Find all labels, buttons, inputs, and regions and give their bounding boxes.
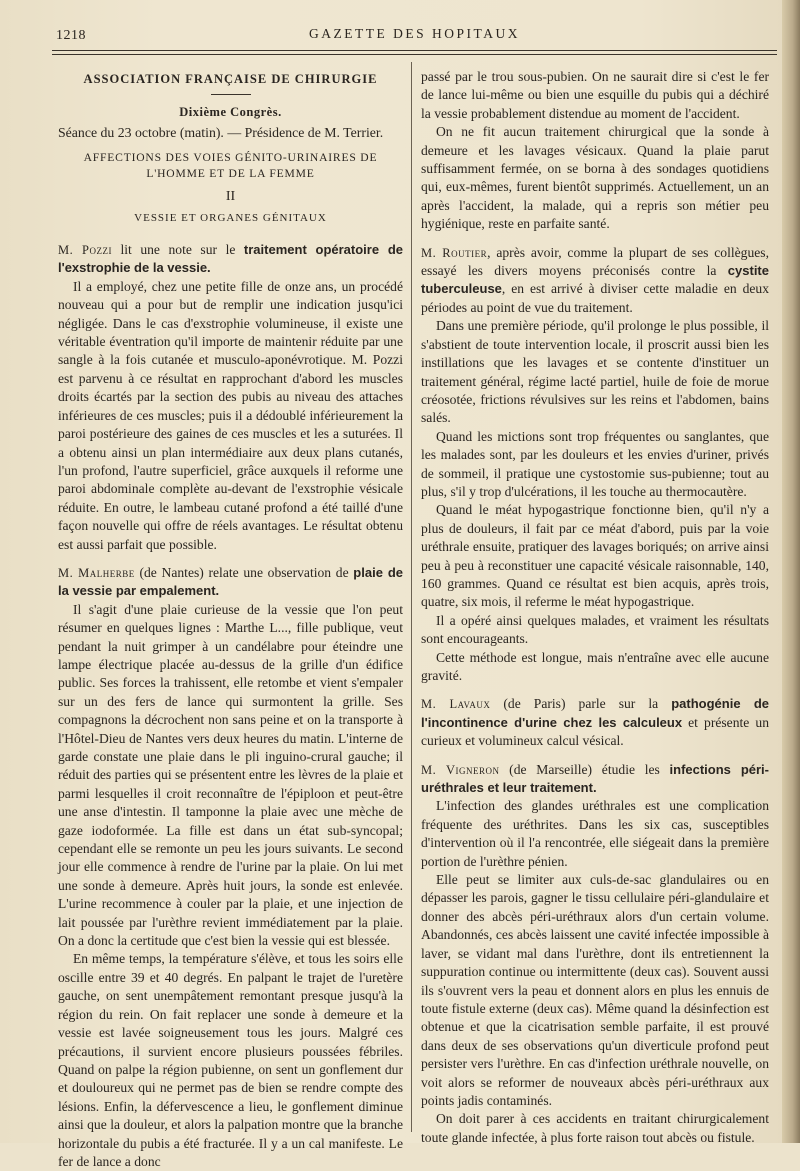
paragraph: Il a employé, chez une petite fille de onze ans, un procédé nouveau qui a pour but de remplir une indication jusqu'ici négligée. Dans le cas d'exstrophie volumineuse, il existe une véritable éventration qu'il importe de maintenir réduite par une sangle à la fois cutanée et musculo-aponévrotique. M. Pozzi est parvenu à ce résultat en rapprochant d'abord les muscles droits écartés par la section des pubis au niveau des attaches inférieures de ces muscles; puis il a dédoublé inférieurement la paroi postérieure des gaines de ces muscles et les a suturées. Il a obtenu ainsi un plan intermédiaire aux deux plans cutanés, l'un profond, l'autre superficiel, grâce auxquels il reforme une paroi abdominale complète au-devant de l'exstrophie vésicale réduite. En outre, le lambeau cutané profond a été taillé d'une façon nouvelle qui offre de réels avantages. Le résultat obtenu est aussi parfait que possible. — [58, 278, 403, 552]
routier-intro — [421, 244, 769, 318]
intro-text: (de Nantes) relate une observation de — [134, 564, 354, 580]
topic-heading: AFFECTIONS DES VOIES GÉNITO-URINAIRES DE L'HOMME ET DE LA FEMME — [83, 151, 378, 181]
communication-title: plaie de la vessie par empalement. — [58, 564, 403, 599]
paragraph: Dans une première période, qu'il prolonge le plus possible, il s'abstient de toute intervention locale, il proscrit aussi bien les instillations que les lavages et se contente d'instituer un traitement général, régime lacté partiel, huile de foie de morue créosotée, frictions révulsives sur les reins et l'abdomen, bains salés. — [421, 318, 769, 426]
vigneron-intro — [421, 761, 769, 798]
lavaux-intro — [421, 695, 769, 750]
header-rule-top — [52, 50, 777, 51]
paragraph: L'infection des glandes uréthrales est une complication fréquente des uréthrites. Dans les six cas, susceptibles d'intervention où il l'a rencontrée, elle siégeait dans la première portion de l'urèthre pénien. — [421, 798, 769, 869]
title-rule — [211, 94, 251, 95]
running-title: GAZETTE DES HOPITAUX — [309, 26, 520, 41]
intro-text: (de Paris) parle sur la — [490, 696, 672, 712]
paragraph: Quand le méat hypogastrique fonctionne bien, qu'il n'y a plus de douleurs, il fait par ce méat d'abord, puis par la voie uréthrale ensuite, pratiquer des lavages boriqués; on arrive ainsi peu à peu à reconstituer une capacité vésicale raisonnable, 140, 160 grammes. Quand ce résultat est bien acquis, après trois, quatre, six mois, il referme le méat hypogastrique. — [421, 502, 769, 610]
header-rule-bottom — [52, 54, 777, 55]
paragraph: En même temps, la température s'élève, et tous les soirs elle oscille entre 39 et 40 degrés. En palpant le trajet de l'uretère gauche, on sent unempâtement remontant presque jusqu'à la région du rein. On fait replacer une sonde à demeure et la vessie est lavée soigneusement tous les jours. Malgré ces précautions, il survient encore plusieurs poussées fébriles. Quand on palpe la région pubienne, on sent un gonflement dur et douloureux qui ne permet pas de bien se rendre compte des lésions. Enfin, la défervescence a lieu, le gonflement diminue ainsi que la douleur, et alors la palpation montre que la branche horizontale du pubis a été fracturée. Il y a un cal manifeste. Le fer de lance a donc — [58, 951, 403, 1169]
session-line: Séance du 23 octobre (matin). — Présidence de M. Terrier. — [58, 124, 384, 140]
communication-title: traitement opératoire de l'exstrophie de la vessie. — [58, 242, 403, 276]
paragraph: Il s'agit d'une plaie curieuse de la vessie que l'on peut résumer en quelques lignes : Marthe L..., fille publique, veut pendant la nuit grimper à un candélabre pour éteindre une lampe électrique placée au-dessus de la grille d'un édifice public. Ses forces la trahissent, elle retombe et vient s'empaler sur un des fers de lance qui surmontent la grille. Ses compagnons la décrochent non sans peine et on la transporte à l'Hôtel-Dieu de Nantes vers deux heures du matin. L'interne de garde constate une plaie dans le pli inguino-crural gauche; il réduit des parties qui se présentent entre les lèvres de la plaie et parmi lesquelles il croit reconnaître de l'épiploon et peut-être une anse d'intestin. Il tamponne la plaie avec une mèche de gaze iodoformée. La fille est dans un état sub-syncopal; cependant elle se remonte un peu les jours suivants. Le second jour elle commence à rendre de l'urine par la plaie. On lui met une sonde à demeure. Après huit jours, la sonde est enlevée. L'urine recommence à couler par la plaie, et une injection de lait poussée par l'urèthre revient immédiatement par la plaie. On a donc la certitude que c'est bien la vessie qui est blessée. — [58, 601, 403, 949]
malherbe-intro — [58, 564, 403, 601]
speaker-name: M. Lavaux — [421, 697, 491, 712]
speaker-name: M. Malherbe — [58, 565, 135, 580]
speaker-name: M. Vigneron — [421, 762, 500, 777]
paragraph: Elle peut se limiter aux culs-de-sac glandulaires ou en dépasser les parois, gagner le tissu cellulaire péri-glandulaire et donner des abcès péri-uréthraux alors d'un certain volume. Abandonnés, ces abcès laissent une cavité infectée impossible à laver, se vidant mal dans l'urèthre, dont ils entretiennent la suppuration continue ou intermittente (deux cas). Souvent aussi ils s'ouvrent vers la peau et donnent alors en plus les ennuis de toute fistule externe (deux cas). Même quand la désinfection est obtenue et que la cicatrisation semble parfaite, il est prouvé dans deux de ses observations qu'un diverticule profond peut persister vers l'urèthre. En cas d'infection uréthrale nouvelle, on voit alors se reformer de nouveaux abcès péri-uréthraux aux points jadis contaminés. — [421, 872, 769, 1108]
congress-heading: Dixième Congrès. — [179, 105, 282, 120]
intro-text: , en est arrivé à diviser cette maladie en deux périodes au point de vue du traitement. — [421, 281, 769, 315]
communication-title: infections péri-uréthrales et leur traitement. — [421, 761, 769, 796]
section-title: ASSOCIATION FRANÇAISE DE CHIRURGIE — [83, 72, 378, 86]
page-header — [52, 26, 777, 48]
speaker-name: M. Pozzi — [58, 243, 112, 258]
pozzi-intro — [58, 241, 403, 278]
right-column — [421, 68, 769, 1147]
part-number: II — [225, 189, 236, 205]
column-divider — [411, 62, 412, 1132]
speaker-name: M. Routier — [421, 245, 488, 260]
left-column — [58, 68, 403, 1171]
page-number: 1218 — [56, 28, 86, 43]
paragraph: On doit parer à ces accidents en traitant chirurgicalement toute glande infectée, à plus forte raison tout abcès ou fistule. — [421, 1111, 769, 1145]
part-heading: VESSIE ET ORGANES GÉNITAUX — [134, 211, 327, 224]
paragraph: Quand les mictions sont trop fréquentes ou sanglantes, que les malades sont, par les douleurs et les envies d'uriner, privés de sommeil, il pratique une cystostomie sus-pubienne; tout au plus, s'il y trop d'ulcérations, il les touche au thermocautère. — [421, 428, 769, 499]
intro-text: lit une note sur le — [111, 242, 244, 258]
communication-title: cystite tuberculeuse — [421, 263, 769, 297]
intro-text: (de Marseille) étudie les — [499, 761, 670, 777]
page-edge — [782, 0, 800, 1143]
intro-text: , après avoir, comme la plupart de ses collègues, essayé les divers moyens préconisés contre la — [421, 244, 770, 279]
paragraph: Cette méthode est longue, mais n'entraîne avec elle aucune gravité. — [421, 649, 769, 683]
paragraph: On ne fit aucun traitement chirurgical que la sonde à demeure et les lavages vésicaux. Quand la plaie parut suffisamment fermée, on se borna à des sondages quotidiens qui, eux-mêmes, furent bientôt supprimés. Actuellement, un an après l'accident, la malade, qui a repris son métier peu hygiénique, reste en parfaite santé. — [421, 124, 769, 232]
paragraph: passé par le trou sous-pubien. On ne saurait dire si c'est le fer de lance lui-même ou bien une esquille du pubis qui a déchiré la vessie probablement distendue au moment de l'accident. — [421, 69, 769, 121]
communication-title: pathogénie de l'incontinence d'urine chez les calculeux — [421, 696, 769, 730]
paragraph: Il a opéré ainsi quelques malades, et vraiment les résultats sont encourageants. — [421, 612, 769, 647]
intro-text: et présente un curieux et volumineux calcul vésical. — [421, 714, 769, 749]
